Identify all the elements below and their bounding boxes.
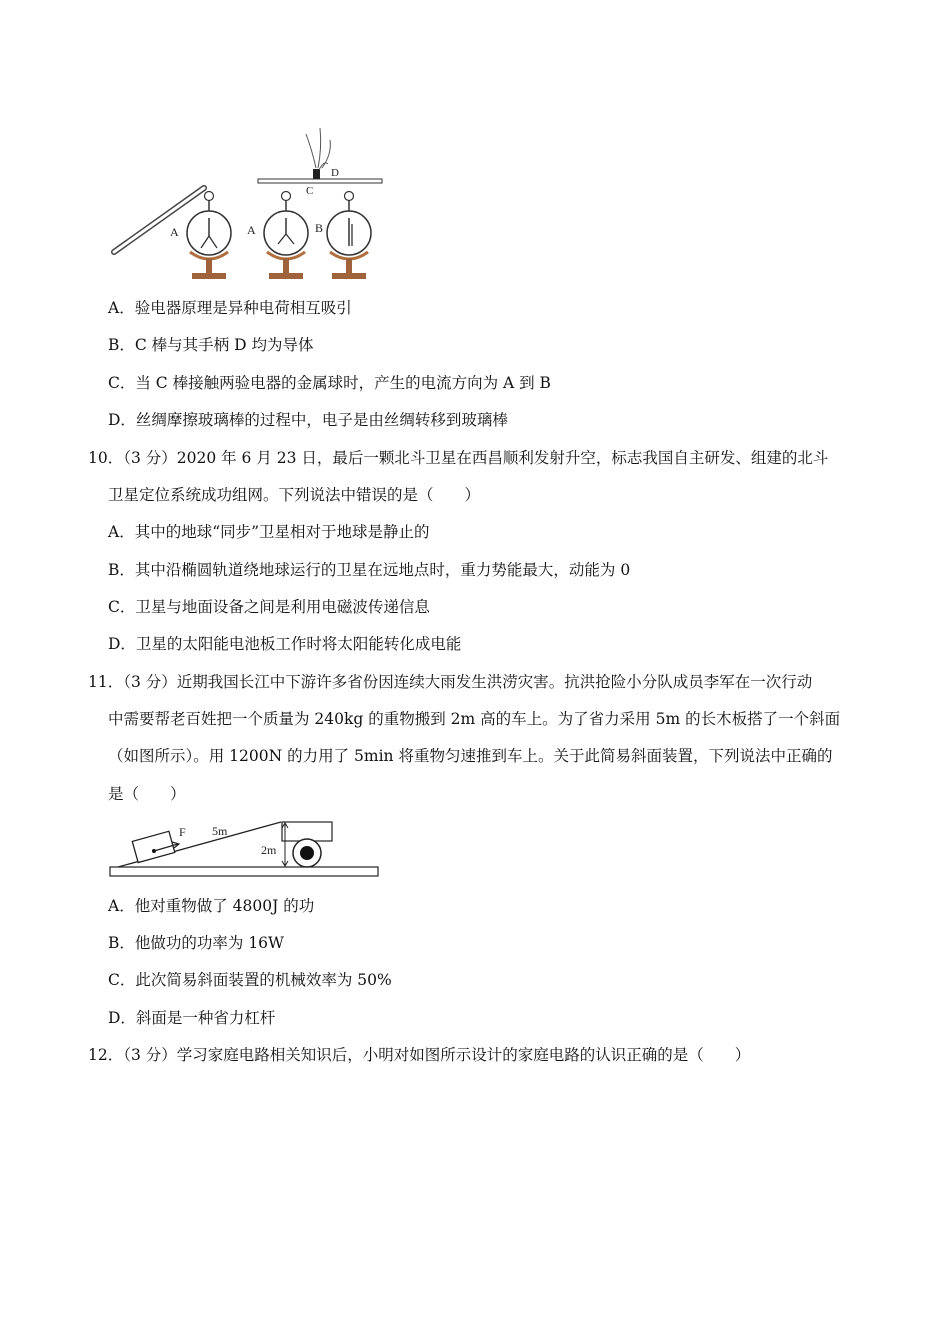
q11-option-d: D．斜面是一种省力杠杆 <box>108 1009 276 1027</box>
label-f: F <box>179 825 186 839</box>
q9-option-a: A．验电器原理是异种电荷相互吸引 <box>108 299 352 317</box>
q11-option-b: B．他做功的功率为 16W <box>108 934 284 952</box>
q9-option-d: D．丝绸摩擦玻璃棒的过程中，电子是由丝绸转移到玻璃棒 <box>108 411 508 429</box>
q10-option-c: C．卫星与地面设备之间是利用电磁波传递信息 <box>108 598 430 616</box>
q10-stem-line-2: 卫星定位系统成功组网。下列说法中错误的是（ ） <box>108 486 481 504</box>
label-b: B <box>315 221 324 235</box>
label-5m: 5m <box>212 824 228 838</box>
label-2m: 2m <box>261 843 277 857</box>
electroscope-b <box>315 192 371 280</box>
label-a: A <box>247 223 256 237</box>
incline-figure <box>108 815 388 883</box>
q10-option-d: D．卫星的太阳能电池板工作时将太阳能转化成电能 <box>108 635 462 653</box>
electroscope-figure <box>108 120 398 285</box>
label-c: C <box>306 185 314 197</box>
bar-c <box>258 128 382 197</box>
label-d: D <box>331 167 339 179</box>
q11-option-a: A．他对重物做了 4800J 的功 <box>108 897 315 915</box>
q11-stem-line-2: 中需要帮老百姓把一个质量为 240kg 的重物搬到 2m 高的车上。为了省力采用 5m 的长木板搭了一个斜面 <box>108 710 841 728</box>
q9-option-c: C．当 C 棒接触两验电器的金属球时，产生的电流方向为 A 到 B <box>108 374 551 392</box>
cart <box>282 822 332 867</box>
q10-stem-line-1: 10．（3 分）2020 年 6 月 23 日，最后一颗北斗卫星在西昌顺利发射升空，标志我国自主研发、组建的北斗 <box>88 449 829 467</box>
q11-option-c: C．此次简易斜面装置的机械效率为 50% <box>108 971 392 989</box>
q11-stem-line-1: 11．（3 分）近期我国长江中下游许多省份因连续大雨发生洪涝灾害。抗洪抢险小分队成员李军在一次行动 <box>88 673 813 691</box>
q11-stem-line-3: （如图所示）。用 1200N 的力用了 5min 将重物匀速推到车上。关于此简易斜面装置，下列说法中正确的 <box>108 747 833 765</box>
q12-stem-line-1: 12．（3 分）学习家庭电路相关知识后，小明对如图所示设计的家庭电路的认识正确的是（ ） <box>88 1046 751 1064</box>
q11-stem-line-4: 是（ ） <box>108 785 186 803</box>
electroscope-a <box>247 192 308 280</box>
q10-option-b: B．其中沿椭圆轨道绕地球运行的卫星在远地点时，重力势能最大，动能为 0 <box>108 561 631 579</box>
label-a-left: A <box>170 225 179 239</box>
q10-option-a: A．其中的地球“同步”卫星相对于地球是静止的 <box>108 523 430 541</box>
ground <box>110 867 378 876</box>
q9-option-b: B．C 棒与其手柄 D 均为导体 <box>108 336 314 354</box>
